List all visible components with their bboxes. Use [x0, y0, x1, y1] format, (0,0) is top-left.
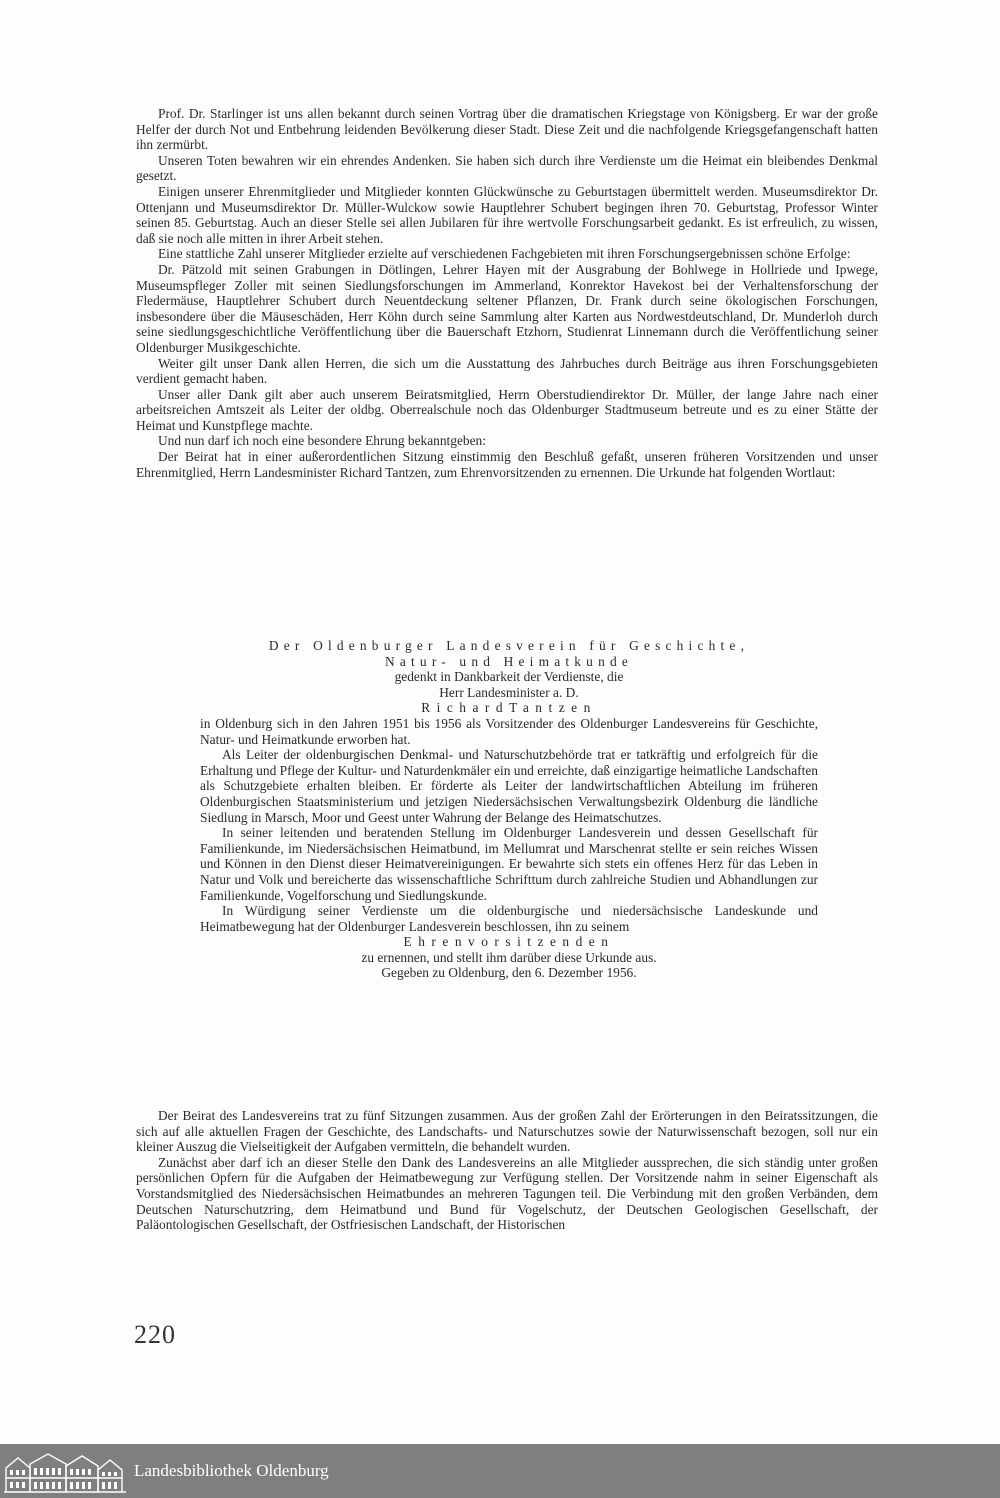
certificate-title: Ehrenvorsitzenden — [403, 934, 615, 950]
footer-bar — [0, 1444, 1000, 1498]
library-name[interactable]: Landesbibliothek Oldenburg — [134, 1461, 329, 1480]
paragraph: Dr. Pätzold mit seinen Grabungen in Dötlingen, Lehrer Hayen mit der Ausgrabung der Bohlwege in Hollriede und Ipwege, Museumspfleger Zoller mit seinen Siedlungsforschungen im Ammerland, Konrektor Havekost bei der Verhaltensforschung der Fledermäuse, Hauptlehrer Schubert durch Neuentdeckung seltener Pflanzen, Dr. Frank durch seine ökologischen Forschungen, insbesondere über die Mäuseschäden, Herr Köhn durch seine Sammlung alter Karten aus Nordwestdeutschland, Dr. Munderloh durch seine siedlungsgeschichtliche Veröffentlichung über die Bauerschaft Etzhorn, Studienrat Linnemann durch die Veröffentlichung seiner Oldenburger Musikgeschichte. — [136, 261, 878, 355]
certificate-paragraph: in Oldenburg sich in den Jahren 1951 bis 1956 als Vorsitzender des Oldenburger Landesvereins für Geschichte, Natur- und Heimatkunde erworben hat. — [200, 715, 818, 747]
paragraph: Prof. Dr. Starlinger ist uns allen bekannt durch seinen Vortrag über die dramatischen Kriegstage von Königsberg. Er war der große Helfer der durch Not und Entbehrung leidenden Bevölkerung dieser Stadt. Diese Zeit und die nachfolgende Kriegsgefangenschaft hatten ihn zermürbt. — [136, 106, 878, 153]
certificate-heading-line1: Der Oldenburger Landesverein für Geschichte, — [268, 638, 750, 653]
certificate-paragraph: In Würdigung seiner Verdienste um die oldenburgische und niedersächsische Landeskunde und Heimatbewegung hat der Oldenburger Landesverein beschlossen, ihn zu seinem — [200, 903, 818, 934]
paragraph: Unseren Toten bewahren wir ein ehrendes Andenken. Sie haben sich durch ihre Verdienste um die Heimat ein bleibendes Denkmal gesetzt. — [136, 152, 878, 184]
body-text-bottom — [136, 1108, 878, 1233]
paragraph: Eine stattliche Zahl unserer Mitglieder erzielte auf verschiedenen Fachgebieten mit ihren Forschungsergebnissen schöne Erfolge: — [158, 246, 851, 262]
paragraph: Der Beirat des Landesvereins trat zu fünf Sitzungen zusammen. Aus der großen Zahl der Erörterungen in den Beiratssitzungen, die sich auf alle aktuellen Fragen der Geschichte, des Landschafts- und Naturschutzes sowie der Naturwissenschaft bezogen, soll nur ein kleiner Auszug die Vielseitigkeit der Aufgaben vermitteln, die behandelt wurden. — [136, 1108, 878, 1155]
library-building-logo-icon — [4, 1448, 126, 1494]
certificate-heading-line2: Natur- und Heimatkunde — [385, 653, 633, 669]
body-text-top — [136, 106, 878, 480]
page-number: 220 — [134, 1320, 176, 1349]
certificate-closing: zu ernennen, und stellt ihm darüber diese Urkunde aus. — [361, 949, 657, 965]
paragraph: Und nun darf ich noch eine besondere Ehrung bekanntgeben: — [158, 433, 486, 449]
certificate-line3: gedenkt in Dankbarkeit der Verdienste, die — [394, 669, 624, 685]
paragraph: Zunächst aber darf ich an dieser Stelle den Dank des Landesvereins an alle Mitglieder aussprechen, die sich ständig unter großen persönlichen Opfern für die Aufgaben der Heimatbewegung zur Verfügung stellen. Der Vorsitzende nahm in seiner Eigenschaft als Vorstandsmitglied des Niedersächsischen Heimatbundes an mehreren Tagungen teil. Die Verbindung mit den großen Verbänden, dem Deutschen Naturschutzring, dem Heimatbund und Bund für Vogelschutz, der Deutschen Geologischen Gesellschaft, der Paläontologischen Gesellschaft, der Ostfriesischen Landschaft, der Historischen — [136, 1154, 878, 1233]
paragraph: Einigen unserer Ehrenmitglieder und Mitglieder konnten Glückwünsche zu Geburtstagen übermittelt werden. Museumsdirektor Dr. Ottenjann und Museumsdirektor Dr. Müller-Wulckow sowie Hauptlehrer Schubert begingen ihren 70. Geburtstag, Professor Winter seinen 85. Geburtstag. Auch an dieser Stelle sei allen Jubilaren für ihre wertvolle Forschungsarbeit gedankt. Es ist erfreulich, zu wissen, daß sie noch alle mitten in ihrer Arbeit stehen. — [136, 183, 878, 246]
certificate-text — [200, 638, 818, 981]
certificate-honoree-name: RichardTantzen — [421, 700, 597, 716]
certificate-paragraph: In seiner leitenden und beratenden Stellung im Oldenburger Landesverein und dessen Gesellschaft für Familienkunde, im Niedersächsischen Heimatbund, im Mellumrat und Marschenrat stellte er sein reiches Wissen und Können in den Dienst dieser Heimatvereinigungen. Er bewahrte sich stets ein offenes Herz für das Leben in Natur und Volk und bereicherte das wissenschaftliche Schrifttum durch zahlreiche Studien und Abhandlungen zur Familienkunde, Vogelforschung und Siedlungskunde. — [200, 825, 818, 903]
paragraph: Der Beirat hat in einer außerordentlichen Sitzung einstimmig den Beschluß gefaßt, unseren früheren Vorsitzenden und unser Ehrenmitglied, Herrn Landesminister Richard Tantzen, zum Ehrenvorsitzenden zu ernennen. Die Urkunde hat folgenden Wortlaut: — [136, 449, 878, 480]
certificate-date: Gegeben zu Oldenburg, den 6. Dezember 1956. — [381, 965, 637, 981]
paragraph: Weiter gilt unser Dank allen Herren, die sich um die Ausstattung des Jahrbuches durch Beiträge aus ihren Forschungsgebieten verdient gemacht haben. — [136, 355, 878, 387]
paragraph: Unser aller Dank gilt aber auch unserem Beiratsmitglied, Herrn Oberstudiendirektor Dr. Müller, der lange Jahre nach einer arbeitsreichen Amtszeit als Leiter der oldbg. Oberrealschule noch das Oldenburger Stadtmuseum betreute und es zu einer Stätte der Heimat und Kunstpflege machte. — [136, 386, 878, 433]
certificate-line4: Herr Landesminister a. D. — [439, 684, 579, 700]
certificate-paragraph: Als Leiter der oldenburgischen Denkmal- und Naturschutzbehörde trat er tatkräftig und erfolgreich für die Erhaltung und Pflege der Kultur- und Naturdenkmäler ein und erreichte, daß einzigartige heimatliche Landschaften als Schutzgebiete erhalten bleiben. Er förderte als Leiter der landwirtschaftlichen Abteilung im früheren Oldenburgischen Staatsministerium und jetzigen Niedersächsischen Verwaltungsbezirk Oldenburg die ländliche Siedlung in Marsch, Moor und Geest unter Wahrung der Belange des Heimatschutzes. — [200, 747, 818, 825]
